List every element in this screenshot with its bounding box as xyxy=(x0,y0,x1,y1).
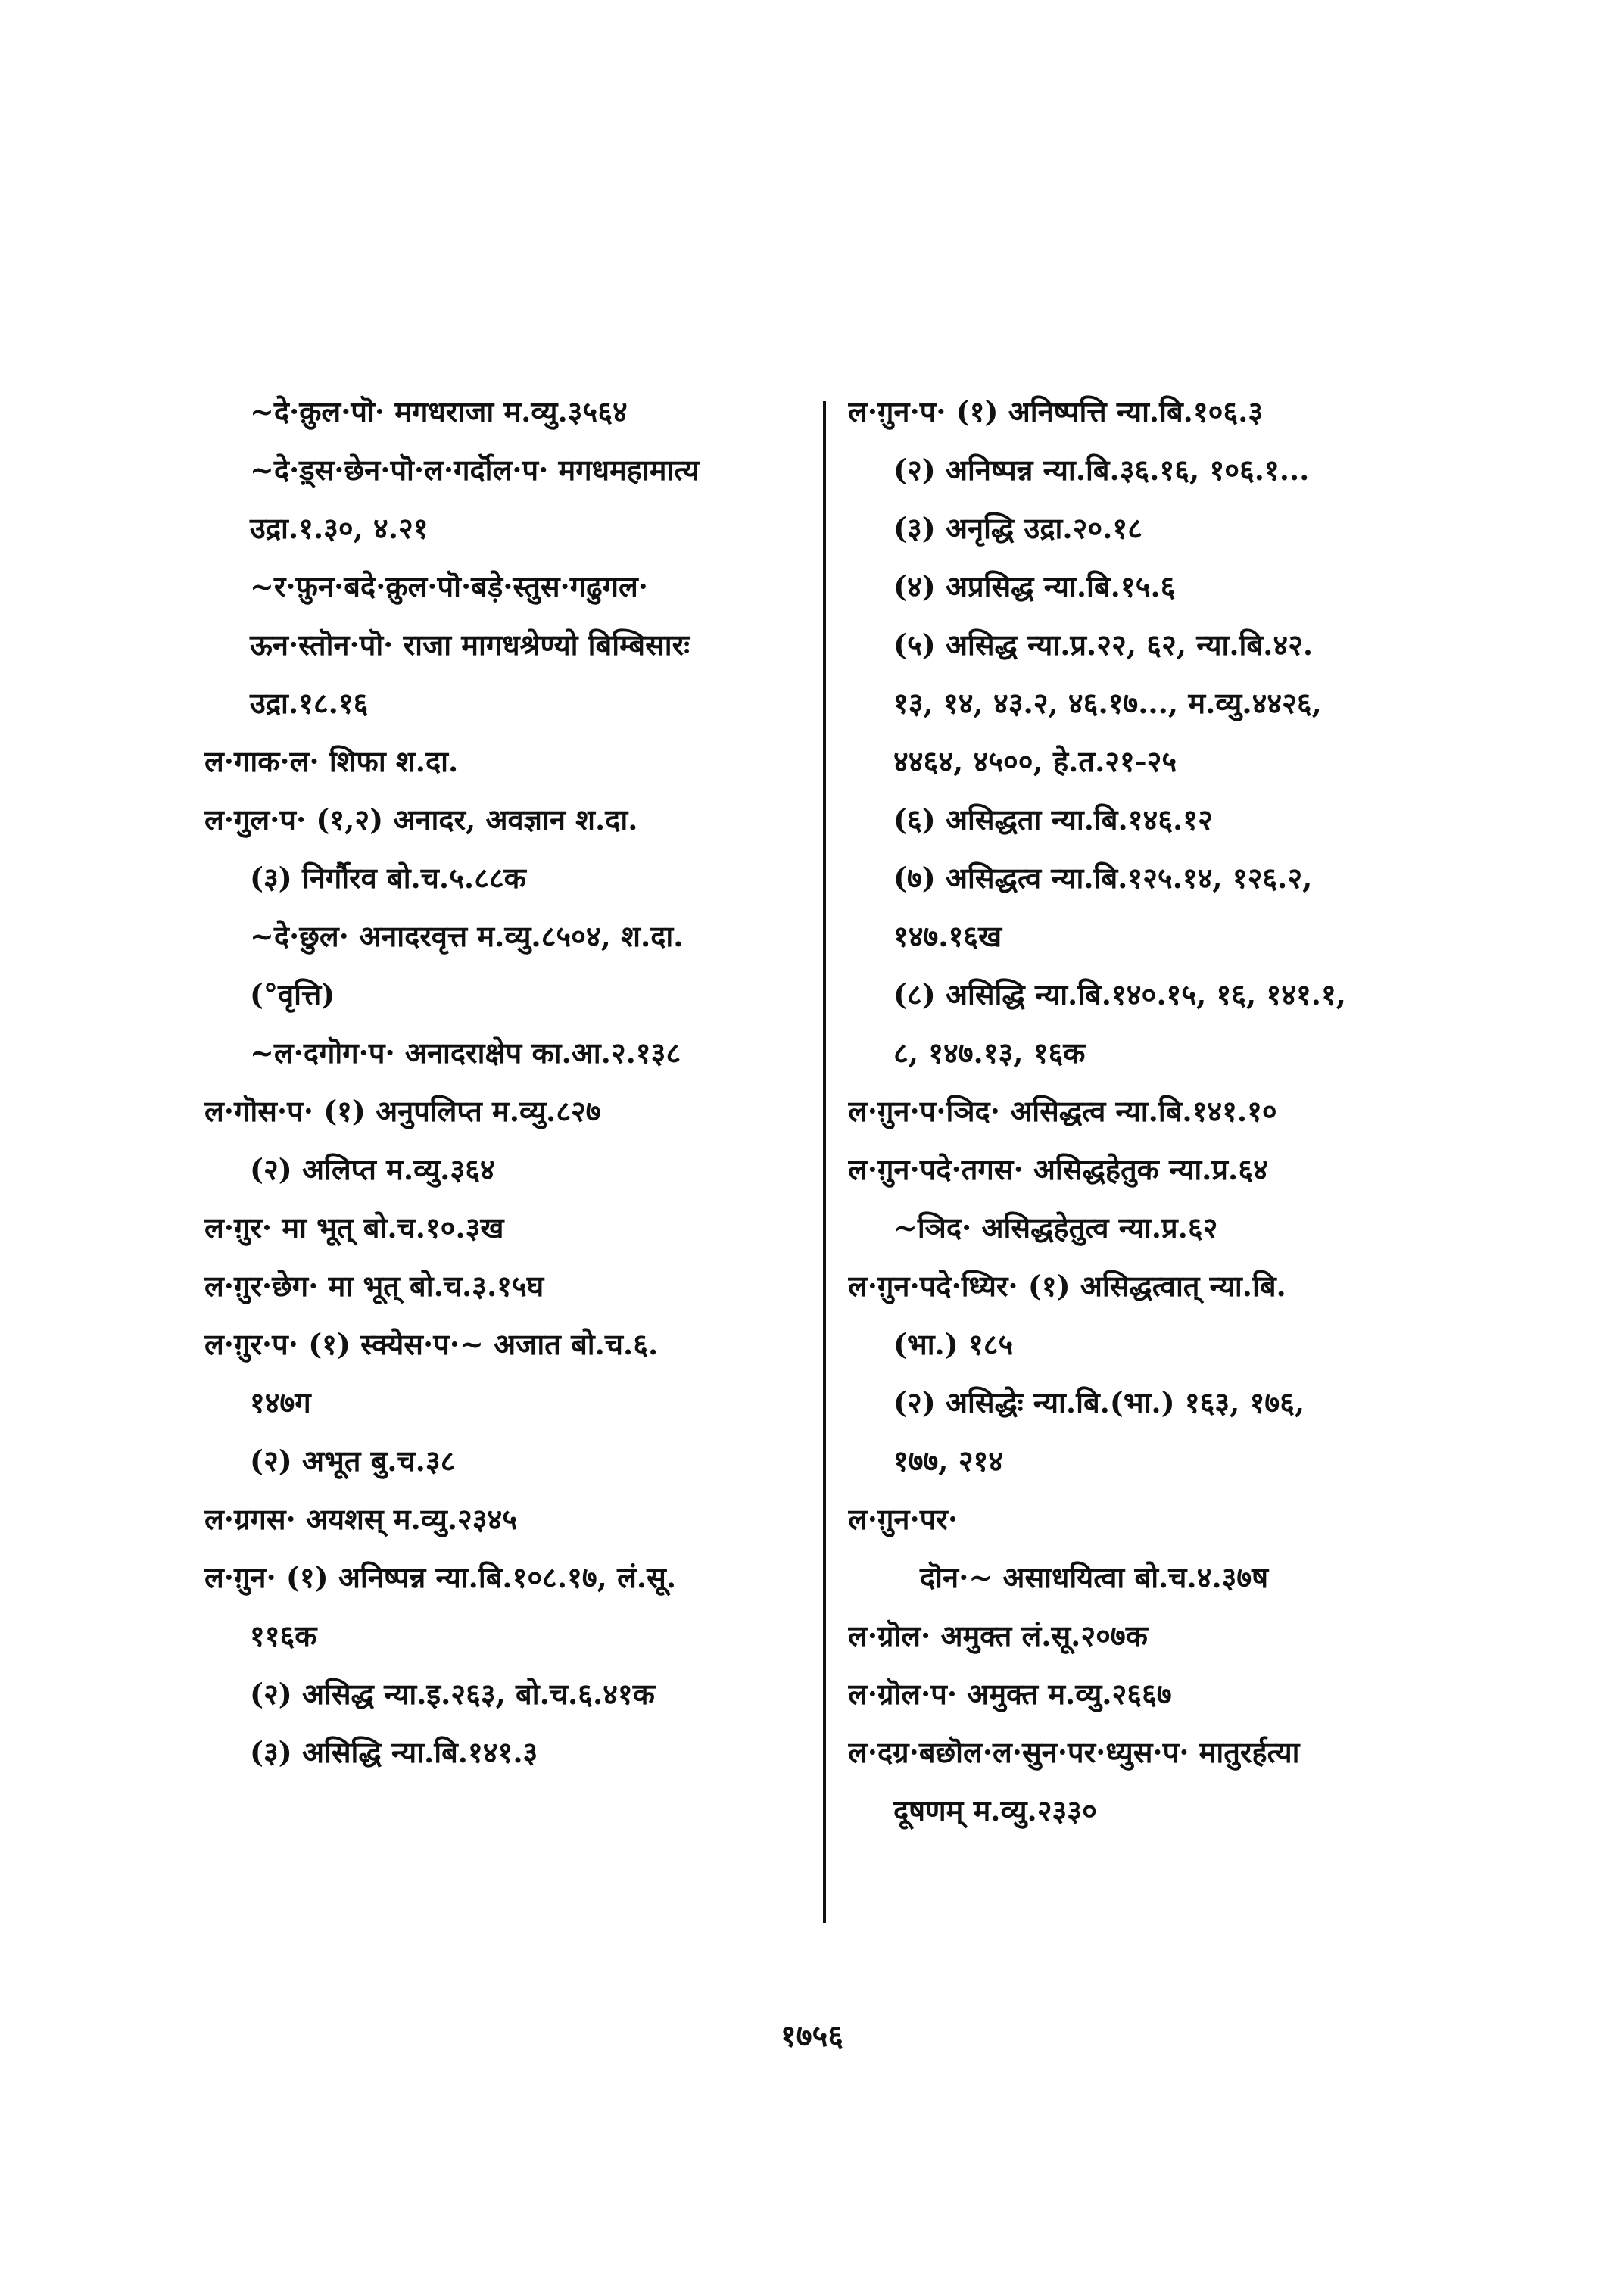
dictionary-line: ल·ग्रॊल·प· अमुक्त म.व्यु.२६६७ xyxy=(848,1677,1172,1711)
dictionary-line: ल·ग़ुन·पदे·ध्यिर· (१) असिद्धत्वात् न्या.बि. xyxy=(848,1269,1286,1303)
dictionary-line: (२) अनिष्पन्न न्या.बि.३६.१६, १०६.१... xyxy=(893,453,1310,487)
dictionary-line: ऊन·स्तॊन·पॊ· राजा मागधश्रेण्यो बिम्बिसारः xyxy=(250,628,690,662)
dictionary-line: ११६क xyxy=(250,1618,317,1653)
left-column xyxy=(204,382,810,1781)
dictionary-line: (२) अलिप्त म.व्यु.३६४ xyxy=(250,1152,495,1186)
dictionary-line: ल·ग़ुन·प· (१) अनिष्पत्ति न्या.बि.१०६.३ xyxy=(848,394,1264,428)
dictionary-line: १४७.१६ख xyxy=(893,919,1002,953)
dictionary-line: (८) असिद्धि न्या.बि.१४०.१५, १६, १४१.१, xyxy=(893,977,1347,1011)
dictionary-line: १७७, २१४ xyxy=(893,1444,1004,1478)
dictionary-line: (७) असिद्धत्व न्या.बि.१२५.१४, १२६.२, xyxy=(893,861,1313,895)
dictionary-line: ल·ग़ुर·छेग· मा भूत् बो.च.३.१५घ xyxy=(204,1269,544,1303)
dictionary-line: (भा.) १८५ xyxy=(893,1327,1014,1361)
dictionary-line: ४४६४, ४५००, हे.त.२१-२५ xyxy=(893,744,1177,778)
column-divider xyxy=(823,401,826,1923)
dictionary-line: दॊन·~ असाधयित्वा बो.च.४.३७ष xyxy=(920,1560,1269,1594)
dictionary-line: ल·गाक·ल· शिफा श.दा. xyxy=(204,744,459,778)
dictionary-line: (५) असिद्ध न्या.प्र.२२, ६२, न्या.बि.४२. xyxy=(893,628,1314,662)
dictionary-line: ~ल·दगॊग·प· अनादराक्षेप का.आ.२.१३८ xyxy=(250,1036,681,1070)
dictionary-line: ~दे·ड़्स·छेन·पॊ·ल·गर्दॊल·प· मगधमहामात्य xyxy=(250,453,700,487)
dictionary-line: ल·ग़ुन· (१) अनिष्पन्न न्या.बि.१०८.१७, लं.सू. xyxy=(204,1560,677,1594)
dictionary-line: (६) असिद्धता न्या.बि.१४६.१२ xyxy=(893,802,1213,837)
dictionary-line: ल·गुल·प· (१,२) अनादर, अवज्ञान श.दा. xyxy=(204,802,638,837)
dictionary-line: (३) अनृद्धि उद्रा.२०.१८ xyxy=(893,511,1142,545)
dictionary-line: ल·दग्र·बछॊल·ल·सुन·पर·ध्युस·प· मातुरर्हत्या xyxy=(848,1735,1300,1769)
dictionary-line: ल·ग़ुर·प· (१) स्क्येस·प·~ अजात बो.च.६. xyxy=(204,1327,659,1361)
dictionary-line: (३) निर्गौरव बो.च.५.८८क xyxy=(250,861,526,895)
dictionary-line: (२) असिद्धेः न्या.बि.(भा.) १६३, १७६, xyxy=(893,1385,1305,1419)
dictionary-line: (३) असिद्धि न्या.बि.१४१.३ xyxy=(250,1735,538,1769)
dictionary-line: ~दे·छुल· अनादरवृत्त म.व्यु.८५०४, श.दा. xyxy=(250,919,684,953)
dictionary-line: ~र·फ़ुन·बदे·क़ुल·पॊ·बड़े·स्तुस·गढुगल· xyxy=(250,569,648,603)
dictionary-line: दूषणम् म.व्यु.२३३० xyxy=(893,1793,1097,1827)
dictionary-line: (४) अप्रसिद्ध न्या.बि.१५.६ xyxy=(893,569,1176,603)
page-number: १७५६ xyxy=(780,2018,844,2054)
dictionary-line: ८, १४७.१३, १६क xyxy=(893,1036,1086,1070)
dictionary-line: ~दे·क़ुल·पॊ· मगधराजा म.व्यु.३५६४ xyxy=(250,394,628,428)
dictionary-line: उद्रा.१.३०, ४.२१ xyxy=(250,511,429,545)
dictionary-line: (२) अभूत बु.च.३८ xyxy=(250,1444,456,1478)
dictionary-line: ल·ग़ुर· मा भूत् बो.च.१०.३ख xyxy=(204,1210,504,1245)
dictionary-line: ~ञिद· असिद्धहेतुत्व न्या.प्र.६२ xyxy=(893,1210,1218,1245)
dictionary-line: १४७ग xyxy=(250,1385,311,1419)
dictionary-line: ल·ग्रगस· अयशस् म.व्यु.२३४५ xyxy=(204,1502,518,1536)
dictionary-line: ल·ग़ुन·पदे·तगस· असिद्धहेतुक न्या.प्र.६४ xyxy=(848,1152,1268,1186)
dictionary-line: (°वृत्ति) xyxy=(250,977,335,1011)
dictionary-line: ल·ग़ुन·प·ञिद· असिद्धत्व न्या.बि.१४१.१० xyxy=(848,1094,1277,1128)
dictionary-line: ल·ग़ुन·पर· xyxy=(848,1502,959,1536)
dictionary-line: (२) असिद्ध न्या.इ.२६३, बो.च.६.४१क xyxy=(250,1677,655,1711)
dictionary-line: ल·ग्रॊल· अमुक्त लं.सू.२०७क xyxy=(848,1618,1148,1653)
dictionary-line: १३, १४, ४३.२, ४६.१७..., म.व्यु.४४२६, xyxy=(893,686,1322,720)
right-column xyxy=(848,382,1454,1840)
dictionary-line: उद्रा.१८.१६ xyxy=(250,686,369,720)
dictionary-line: ल·गॊस·प· (१) अनुपलिप्त म.व्यु.८२७ xyxy=(204,1094,601,1128)
